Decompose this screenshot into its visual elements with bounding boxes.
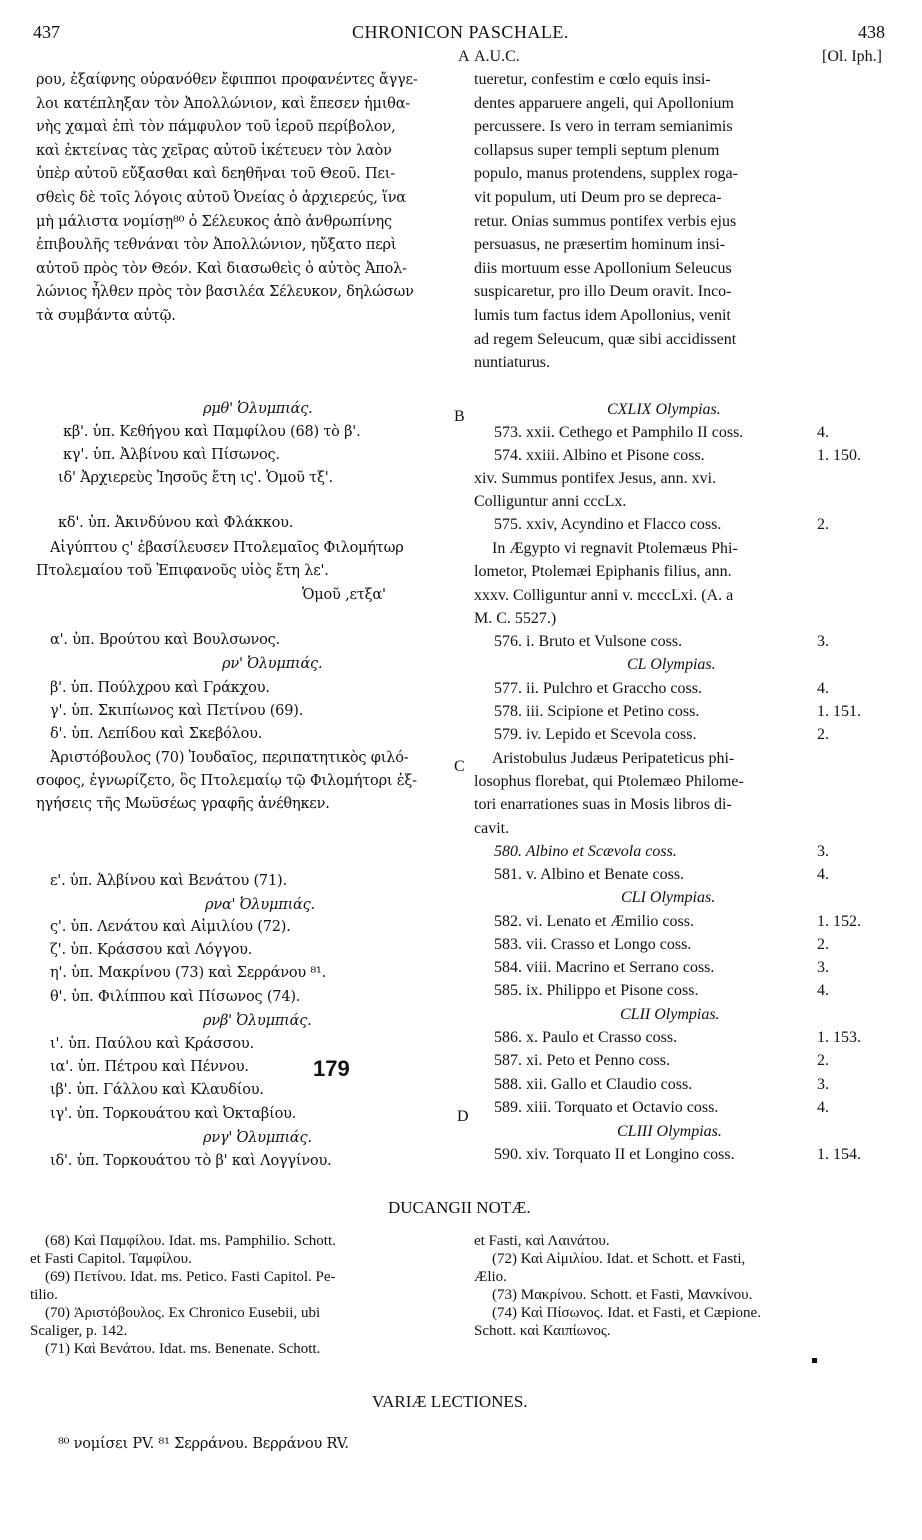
latin-entry: Colliguntur anni cccLx. — [474, 493, 627, 510]
olympiad-year-number: 3. — [817, 843, 829, 860]
greek-text-line: λώνιος ἦλθεν πρὸς τὸν βασιλέα Σέλευκον, δηλώσων — [36, 284, 414, 301]
olympiad-year-number: 1. 153. — [817, 1029, 861, 1046]
latin-entry: cavit. — [474, 820, 510, 837]
greek-entry: Ἀριστόβουλος (70) Ἰουδαῖος, περιπατητικὸς φιλό- — [50, 750, 409, 766]
latin-entry: 578. iii. Scipione et Petino coss. — [494, 703, 700, 720]
variae-heading: VARIÆ LECTIONES. — [372, 1392, 528, 1411]
folio-number: 179 — [313, 1056, 350, 1081]
greek-text-line: αὐτοῦ πρὸς τὸν Θεόν. Καὶ διασωθεὶς ὁ αὐτὸς Ἀπολ- — [36, 260, 407, 277]
olympiad-heading: ρν' Ὀλυμπιάς. — [222, 656, 323, 672]
latin-entry: lometor, Ptolemæi Epiphanis filius, ann. — [474, 563, 732, 580]
greek-entry: ιδ' Ἀρχιερεὺς Ἰησοῦς ἔτη ις'. Ὁμοῦ τξ'. — [58, 470, 333, 486]
olympiad-heading: CLIII Olympias. — [617, 1123, 722, 1140]
latin-entry: 588. xii. Gallo et Claudio coss. — [494, 1076, 693, 1093]
olympiad-heading: ρνγ' Ὀλυμπιάς. — [203, 1130, 312, 1146]
note-line: (72) Καὶ Αἰμιλίου. Idat. et Schott. et Fasti, — [492, 1251, 746, 1267]
greek-text-line: ὑπὲρ αὐτοῦ εὔξασθαι καὶ δεηθῆναι τοῦ Θεοῦ. Πει- — [36, 166, 395, 183]
note-line: (68) Καὶ Παμφίλου. Idat. ms. Pamphilio. Schott. — [45, 1233, 336, 1249]
greek-entry: Αἰγύπτου ς' ἐβασίλευσεν Πτολεμαῖος Φιλομήτωρ — [50, 540, 404, 556]
greek-text-line: λοι κατέπληξαν τὸν Ἀπολλώνιον, καὶ ἔπεσεν ἡμιθα- — [36, 95, 411, 112]
note-line: (73) Μακρίνου. Schott. et Fasti, Μανκίνου. — [492, 1287, 753, 1303]
variae-lectiones-text: ⁸⁰ νομίσει PV. ⁸¹ Σερράνου. Βερράνου RV. — [58, 1436, 349, 1452]
olympiad-year-number: 1. 154. — [817, 1146, 861, 1163]
latin-text-line: populo, manus protendens, supplex roga- — [474, 165, 738, 183]
note-line: tilio. — [30, 1287, 58, 1303]
latin-entry: 581. v. Albino et Benate coss. — [494, 866, 685, 883]
olympiad-year-number: 3. — [817, 1076, 829, 1093]
latin-entry: 583. vii. Crasso et Longo coss. — [494, 936, 692, 953]
greek-entry: κγ'. ὑπ. Ἀλβίνου καὶ Πίσωνος. — [63, 447, 280, 463]
olympiad-year-number: 2. — [817, 936, 829, 953]
latin-text-line: collapsus super templi septum plenum — [474, 141, 720, 159]
olympiad-year-number: 3. — [817, 633, 829, 650]
note-line: (69) Πετίνου. Idat. ms. Petico. Fasti Capitol. Pe- — [45, 1269, 336, 1285]
latin-entry: 587. xi. Peto et Penno coss. — [494, 1052, 670, 1069]
greek-entry: η'. ὑπ. Μακρίνου (73) καὶ Σερράνου ⁸¹. — [50, 965, 327, 981]
running-title: CHRONICON PASCHALE. — [352, 22, 569, 42]
olympiad-heading: CLII Olympias. — [620, 1006, 720, 1023]
note-line: Schott. καὶ Καιπίωνος. — [474, 1323, 611, 1339]
greek-entry: ηγήσεις τῆς Μωϋσέως γραφῆς ἀνέθηκεν. — [36, 796, 330, 812]
margin-letter-d: D — [457, 1108, 469, 1125]
olympiad-year-number: 3. — [817, 959, 829, 976]
olympiad-heading: CL Olympias. — [627, 656, 716, 673]
olympiad-heading: ρμθ' Ὀλυμπιάς. — [203, 401, 313, 417]
greek-entry: ιδ'. ὑπ. Τορκουάτου τὸ β' καὶ Λογγίνου. — [50, 1153, 332, 1169]
greek-entry: ια'. ὑπ. Πέτρου καὶ Πέννου. — [50, 1059, 249, 1075]
olympiad-year-number: 2. — [817, 726, 829, 743]
greek-text-line: ἐπιβουλῆς τεθνάναι τὸν Ἀπολλώνιον, ηὔξατο περὶ — [36, 237, 397, 254]
latin-entry: 580. Albino et Scævola coss. — [494, 843, 677, 860]
latin-text-line: vit populum, uti Deum pro se depreca- — [474, 189, 722, 206]
greek-text-line: τὰ συμβάντα αὐτῷ. — [36, 308, 176, 324]
latin-entry: xiv. Summus pontifex Jesus, ann. xvi. — [474, 470, 717, 487]
latin-entry: xxxv. Colliguntur anni v. mcccLxi. (A. a — [474, 587, 734, 604]
greek-entry: ζ'. ὑπ. Κράσσου καὶ Λόγγου. — [50, 942, 253, 958]
greek-text-line: νὴς χαμαὶ ἐπὶ τὸν πάμφυλον τοῦ ἱεροῦ περίβολον, — [36, 119, 396, 136]
latin-text-line: ad regem Seleucum, quæ sibi accidissent — [474, 330, 737, 348]
greek-entry: β'. ὑπ. Πούλχρου καὶ Γράκχου. — [50, 680, 270, 696]
latin-entry: 589. xiii. Torquato et Octavio coss. — [494, 1099, 719, 1116]
note-line: et Fasti, καὶ Λαινάτου. — [474, 1233, 610, 1249]
olympiad-year-number: 1. 152. — [817, 913, 861, 930]
olympiad-column-label: [Ol. Iph.] — [822, 48, 882, 65]
latin-entry: M. C. 5527.) — [474, 610, 557, 627]
latin-entry: 590. xiv. Torquato II et Longino coss. — [494, 1146, 735, 1163]
greek-entry: α'. ὑπ. Βρούτου καὶ Βουλσωνος. — [50, 632, 280, 648]
margin-letter-c: C — [454, 758, 465, 775]
latin-text-line: lumis tum factus idem Apollonius, venit — [474, 307, 731, 324]
page-number-left: 437 — [33, 22, 60, 42]
bullet-mark — [812, 1358, 817, 1363]
olympiad-year-number: 1. 151. — [817, 703, 861, 720]
note-line: et Fasti Capitol. Ταμφίλου. — [30, 1251, 192, 1267]
olympiad-year-number: 4. — [817, 866, 829, 883]
latin-entry: 582. vi. Lenato et Æmilio coss. — [494, 913, 694, 930]
greek-entry: θ'. ὑπ. Φιλίππου καὶ Πίσωνος (74). — [50, 989, 301, 1005]
latin-text-line: retur. Onias summus pontifex verbis ejus — [474, 212, 737, 230]
latin-text-line: nuntiaturus. — [474, 354, 550, 372]
margin-letter-b: B — [454, 408, 465, 425]
greek-entry: σοφος, ἐγνωρίζετο, ὃς Πτολεμαίῳ τῷ Φιλομήτορι ἐξ- — [36, 773, 417, 789]
greek-entry: ιβ'. ὑπ. Γάλλου καὶ Κλαυδίου. — [50, 1082, 264, 1098]
latin-entry: 579. iv. Lepido et Scevola coss. — [494, 726, 697, 743]
greek-text-line: μὴ μάλιστα νομίσῃ⁸⁰ ὁ Σέλευκος ἀπὸ ἀνθρωπίνης — [36, 213, 392, 230]
greek-entry: Ὁμοῦ ‚ετξα' — [302, 587, 386, 603]
latin-entry: Aristobulus Judæus Peripateticus phi- — [492, 750, 735, 767]
latin-entry: 577. ii. Pulchro et Graccho coss. — [494, 680, 702, 697]
greek-text-line: καὶ ἐκτείνας τὰς χεῖρας αὐτοῦ ἱκέτευεν τὸν λαὸν — [36, 142, 392, 159]
greek-entry: ς'. ὑπ. Λενάτου καὶ Αἰμιλίου (72). — [50, 919, 291, 935]
latin-entry: 573. xxii. Cethego et Pamphilo II coss. — [494, 424, 744, 441]
olympiad-heading: CLI Olympias. — [621, 889, 716, 906]
greek-entry: κδ'. ὑπ. Ἀκινδύνου καὶ Φλάκκου. — [58, 515, 294, 531]
greek-entry: δ'. ὑπ. Λεπίδου καὶ Σκεβόλου. — [50, 726, 263, 742]
olympiad-year-number: 4. — [817, 982, 829, 999]
greek-entry: ι'. ὑπ. Παύλου καὶ Κράσσου. — [50, 1036, 254, 1052]
latin-text-line: persuasus, ne præsertim hominum insi- — [474, 236, 726, 254]
latin-entry: 575. xxiv, Acyndino et Flacco coss. — [494, 516, 722, 533]
note-line: Ælio. — [474, 1269, 507, 1285]
greek-entry: ε'. ὑπ. Ἀλβίνου καὶ Βενάτου (71). — [50, 873, 287, 889]
greek-entry: κβ'. ὑπ. Κεθήγου καὶ Παμφίλου (68) τὸ β'. — [63, 424, 361, 440]
greek-entry: ιγ'. ὑπ. Τορκουάτου καὶ Ὀκταβίου. — [50, 1106, 297, 1122]
olympiad-heading: CXLIX Olympias. — [607, 401, 721, 418]
latin-entry: 576. i. Bruto et Vulsone coss. — [494, 633, 683, 650]
greek-text-line: σθεὶς δὲ τοῖς λόγοις αὐτοῦ Ὀνείας ὁ ἀρχιερεύς, ἵνα — [36, 190, 406, 206]
latin-entry: In Ægypto vi regnavit Ptolemæus Phi- — [492, 540, 738, 557]
olympiad-year-number: 4. — [817, 1099, 829, 1116]
greek-entry: γ'. ὑπ. Σκιπίωνος καὶ Πετίνου (69). — [50, 703, 304, 719]
olympiad-year-number: 2. — [817, 516, 829, 533]
latin-text-line: percussere. Is vero in terram semianimis — [474, 118, 733, 136]
notes-heading: DUCANGII NOTÆ. — [388, 1198, 531, 1217]
page-number-right: 438 — [858, 22, 885, 42]
note-line: Scaliger, p. 142. — [30, 1323, 128, 1339]
latin-entry: losophus florebat, qui Ptolemæo Philome- — [474, 773, 744, 790]
latin-entry: 585. ix. Philippo et Pisone coss. — [494, 982, 699, 999]
latin-entry: 586. x. Paulo et Crasso coss. — [494, 1029, 678, 1046]
olympiad-year-number: 2. — [817, 1052, 829, 1069]
note-line: (71) Καὶ Βενάτου. Idat. ms. Benenate. Schott. — [45, 1341, 321, 1357]
olympiad-year-number: 4. — [817, 680, 829, 697]
latin-text-line: suspicaretur, pro illo Deum oravit. Inco- — [474, 283, 732, 301]
greek-entry: Πτολεμαίου τοῦ Ἐπιφανοῦς υἱὸς ἔτη λε'. — [36, 563, 329, 579]
auc-column-label: A.U.C. — [474, 48, 520, 65]
olympiad-year-number: 1. 150. — [817, 447, 861, 464]
olympiad-year-number: 4. — [817, 424, 829, 441]
greek-text-line: ρου, ἐξαίφνης οὐρανόθεν ἔφιπποι προφανέντες ἄγγε- — [36, 72, 418, 88]
note-line: (70) Ἀριστόβουλος. Ex Chronico Eusebii, ubi — [45, 1305, 321, 1321]
olympiad-heading: ρνβ' Ὀλυμπιάς. — [203, 1013, 312, 1029]
note-line: (74) Καὶ Πίσωνος. Idat. et Fasti, et Cæpione. — [492, 1305, 761, 1321]
latin-text-line: tueretur, confestim e cœlo equis insi- — [474, 71, 711, 88]
latin-entry: 574. xxiii. Albino et Pisone coss. — [494, 447, 705, 464]
latin-entry: 584. viii. Macrino et Serrano coss. — [494, 959, 715, 976]
margin-letter-a: A — [458, 48, 470, 65]
latin-text-line: diis mortuum esse Apollonium Seleucus — [474, 259, 732, 277]
latin-entry: tori enarrationes suas in Mosis libros di- — [474, 796, 732, 813]
latin-text-line: dentes apparuere angeli, qui Apollonium — [474, 94, 734, 112]
olympiad-heading: ρνα' Ὀλυμπιάς. — [205, 897, 315, 913]
